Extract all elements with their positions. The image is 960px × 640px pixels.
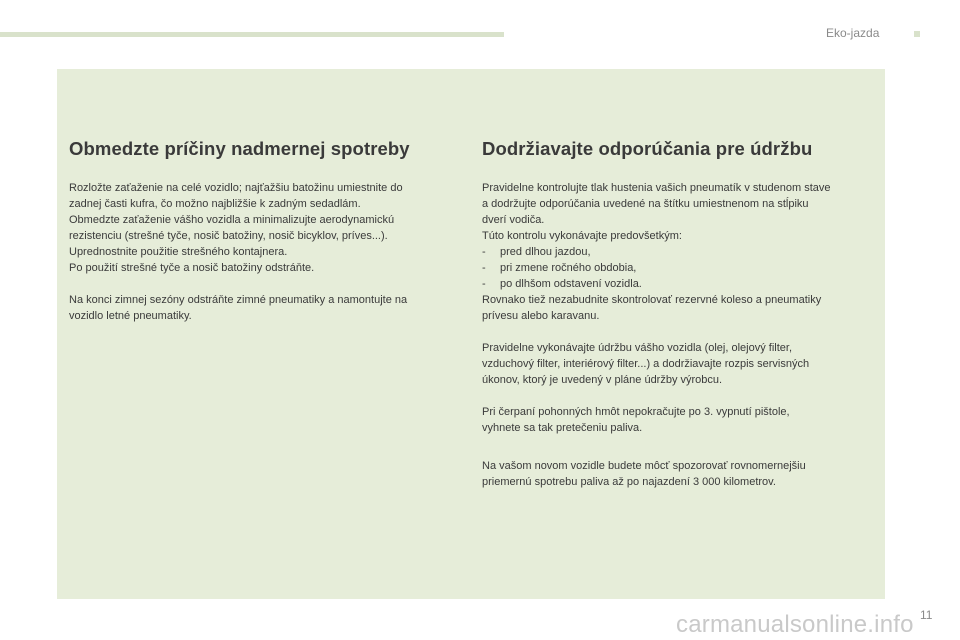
text-line: prívesu alebo karavanu. — [482, 310, 600, 322]
text-line: rezistenciu (strešné tyče, nosič batožiny, nosič bicyklov, príves...). — [69, 230, 388, 242]
text-line: Pri čerpaní pohonných hmôt nepokračujte po 3. vypnutí pištole, — [482, 406, 790, 418]
bullet-dash: - — [482, 262, 486, 274]
list-item — [482, 244, 877, 260]
content-panel — [57, 69, 885, 599]
text-line: Na konci zimnej sezóny odstráňte zimné pneumatiky a namontujte na — [69, 294, 408, 306]
text-line: dverí vodiča. — [482, 214, 545, 226]
text-line: priemernú spotrebu paliva až po najazdení 3 000 kilometrov. — [482, 476, 776, 488]
text-line: vzduchový filter, interiérový filter...) a dodržiavajte rozpis servisných — [482, 358, 810, 370]
header-accent-bar — [0, 32, 504, 37]
right-paragraph-4 — [482, 458, 877, 490]
left-heading: Obmedzte príčiny nadmernej spotreby — [69, 138, 410, 159]
list-item-text: po dlhšom odstavení vozidla. — [500, 278, 642, 290]
page-number: 11 — [920, 608, 933, 622]
left-paragraph-2 — [69, 292, 459, 324]
left-paragraph-1 — [69, 180, 459, 276]
section-marker — [914, 31, 920, 37]
text-line: a dodržujte odporúčania uvedené na štítku umiestnenom na stĺpiku — [482, 198, 809, 210]
text-line: Po použití strešné tyče a nosič batožiny odstráňte. — [69, 262, 315, 274]
text-line: Uprednostnite použitie strešného kontajnera. — [69, 246, 288, 258]
bullet-dash: - — [482, 278, 486, 290]
text-line: Rovnako tiež nezabudnite skontrolovať rezervné koleso a pneumatiky — [482, 294, 822, 306]
text-line: Na vašom novom vozidle budete môcť spozorovať rovnomernejšiu — [482, 460, 806, 472]
right-heading: Dodržiavajte odporúčania pre údržbu — [482, 138, 813, 159]
text-line: Obmedzte zaťaženie vášho vozidla a minimalizujte aerodynamickú — [69, 214, 395, 226]
list-item — [482, 276, 877, 292]
watermark: carmanualsonline.info — [676, 611, 914, 638]
text-line: úkonov, ktorý je uvedený v pláne údržby výrobcu. — [482, 374, 723, 386]
text-line: Pravidelne vykonávajte údržbu vášho vozidla (olej, olejový filter, — [482, 342, 792, 354]
list-item-text: pri zmene ročného obdobia, — [500, 262, 637, 274]
section-title: Eko-jazda — [826, 26, 880, 40]
right-paragraph-3 — [482, 404, 877, 436]
text-line: Rozložte zaťaženie na celé vozidlo; najťažšiu batožinu umiestnite do — [69, 182, 403, 194]
left-column — [69, 138, 459, 340]
list-item — [482, 260, 877, 276]
text-line: vyhnete sa tak pretečeniu paliva. — [482, 422, 643, 434]
text-line: vozidlo letné pneumatiky. — [69, 310, 192, 322]
right-paragraph-2 — [482, 340, 877, 388]
bullet-dash: - — [482, 246, 486, 258]
right-column — [482, 138, 877, 506]
text-line: Túto kontrolu vykonávajte predovšetkým: — [482, 230, 682, 242]
text-line: Pravidelne kontrolujte tlak hustenia vašich pneumatík v studenom stave — [482, 182, 831, 194]
list-item-text: pred dlhou jazdou, — [500, 246, 591, 258]
right-paragraph-1 — [482, 180, 877, 324]
text-line: zadnej časti kufra, čo možno najbližšie k zadným sedadlám. — [69, 198, 361, 210]
